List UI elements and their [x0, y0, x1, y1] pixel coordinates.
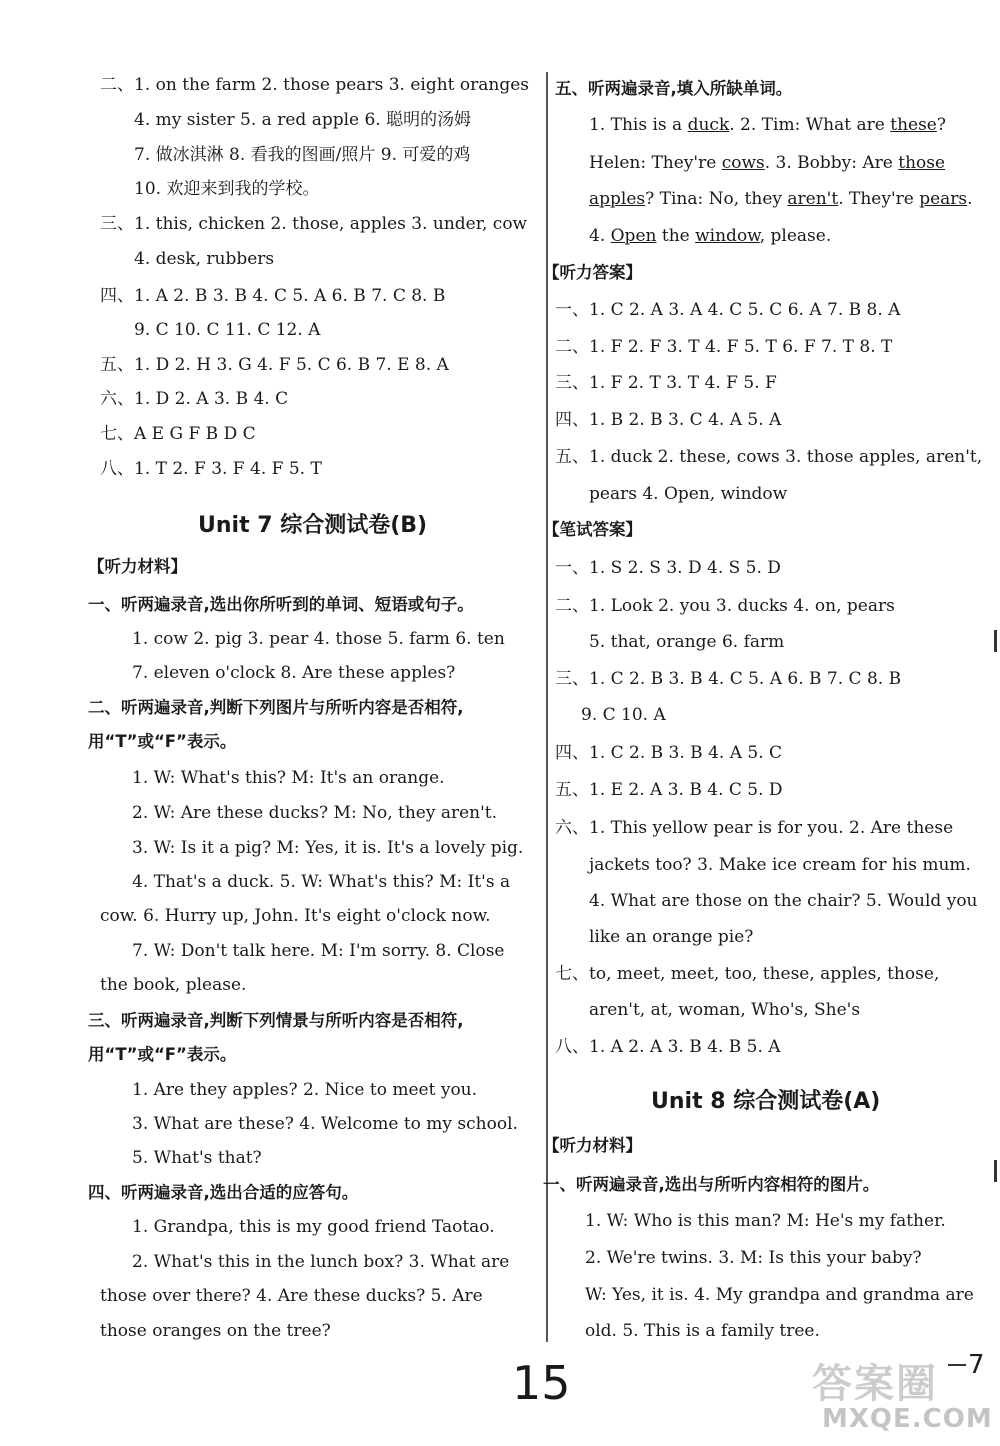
text-line: those oranges on the tree?: [100, 1321, 331, 1341]
answer-line: 七、A E G F B D C: [100, 424, 256, 444]
text: . They're: [838, 189, 920, 209]
answer-line: 5. that, orange 6. farm: [589, 632, 785, 652]
text-line: 2. We're twins. 3. M: Is this your baby?: [585, 1248, 922, 1268]
section-title: 二、听两遍录音,判断下列图片与所听内容是否相符,: [88, 698, 464, 717]
filled-word: these: [890, 115, 937, 135]
section-header: 【笔试答案】: [543, 520, 642, 539]
page-edge-mark: [994, 1160, 997, 1182]
answer-line: 二、1. Look 2. you 3. ducks 4. on, pears: [555, 596, 895, 616]
answer-line: 五、1. D 2. H 3. G 4. F 5. C 6. B 7. E 8. A: [100, 355, 449, 375]
answer-line: 七、to, meet, meet, too, these, apples, those,: [555, 964, 940, 984]
answer-line: 八、1. A 2. A 3. B 4. B 5. A: [555, 1037, 781, 1057]
answer-line: 六、1. D 2. A 3. B 4. C: [100, 389, 289, 409]
section-header: 【听力材料】: [543, 1136, 642, 1155]
unit8-title: Unit 8 综合测试卷(A): [651, 1089, 881, 1114]
watermark-logo: 答案圈: [812, 1361, 938, 1407]
text: . 3. Bobby: Are: [764, 153, 899, 173]
answer-line: 9. C 10. C 11. C 12. A: [134, 320, 321, 340]
answer-line: 10. 欢迎来到我的学校。: [134, 179, 320, 199]
answer-line: like an orange pie?: [589, 927, 754, 947]
answer-line: 三、1. F 2. T 3. T 4. F 5. F: [555, 373, 777, 393]
answer-line: pears 4. Open, window: [589, 484, 788, 504]
text-line: those over there? 4. Are these ducks? 5. Are: [100, 1286, 483, 1306]
text-line: 7. W: Don't talk here. M: I'm sorry. 8. Close: [132, 941, 505, 961]
answer-line: aren't, at, woman, Who's, She's: [589, 1000, 861, 1020]
text-line: 1. Are they apples? 2. Nice to meet you.: [132, 1080, 478, 1100]
text-line: 1. W: Who is this man? M: He's my father.: [585, 1211, 946, 1231]
section-title: 用“T”或“F”表示。: [88, 732, 237, 751]
section-title: 一、听两遍录音,选出与所听内容相符的图片。: [543, 1175, 880, 1194]
answer-line: 五、1. E 2. A 3. B 4. C 5. D: [555, 780, 783, 800]
answer-line: 四、1. C 2. B 3. B 4. A 5. C: [555, 743, 783, 763]
answer-line: 四、1. A 2. B 3. B 4. C 5. A 6. B 7. C 8. B: [100, 286, 446, 306]
answer-line: 4. my sister 5. a red apple 6. 聪明的汤姆: [134, 110, 472, 130]
filled-word: Open: [610, 226, 657, 246]
text-line: old. 5. This is a family tree.: [585, 1321, 820, 1341]
answer-line: 7. 做冰淇淋 8. 看我的图画/照片 9. 可爱的鸡: [134, 145, 471, 165]
answer-line: 一、1. S 2. S 3. D 4. S 5. D: [555, 558, 781, 578]
answer-line: 9. C 10. A: [581, 705, 666, 725]
text-line: 3. W: Is it a pig? M: Yes, it is. It's a lovely pig.: [132, 838, 524, 858]
text: ?: [936, 115, 946, 135]
text-line: the book, please.: [100, 975, 247, 995]
filled-word: pears: [919, 189, 968, 209]
watermark-url: MXQE.COM: [822, 1404, 993, 1434]
corner-number: 7: [968, 1350, 985, 1380]
section-header: 【听力材料】: [88, 557, 187, 576]
text: ? Tina: No, they: [645, 189, 788, 209]
text-line: 1. cow 2. pig 3. pear 4. those 5. farm 6. ten: [132, 629, 505, 649]
text-line: 5. What's that?: [132, 1148, 262, 1168]
page-number: 15: [512, 1356, 571, 1410]
answer-line: 二、1. on the farm 2. those pears 3. eight oranges: [100, 75, 529, 95]
text: . 2. Tim: What are: [729, 115, 891, 135]
answer-line: 八、1. T 2. F 3. F 4. F 5. T: [100, 459, 322, 479]
section-title: 一、听两遍录音,选出你所听到的单词、短语或句子。: [88, 595, 474, 614]
text: Helen: They're: [589, 153, 722, 173]
text-line: 2. What's this in the lunch box? 3. What are: [132, 1252, 510, 1272]
text: , please.: [759, 226, 832, 246]
filled-word: duck: [687, 115, 730, 135]
text-line: 2. W: Are these ducks? M: No, they aren't.: [132, 803, 498, 823]
section-title: 四、听两遍录音,选出合适的应答句。: [88, 1183, 359, 1202]
filled-word: apples: [589, 189, 646, 209]
answer-line: 四、1. B 2. B 3. C 4. A 5. A: [555, 410, 782, 430]
answer-line: 六、1. This yellow pear is for you. 2. Are these: [555, 818, 954, 838]
text: the: [656, 226, 696, 246]
answer-line: 一、1. C 2. A 3. A 4. C 5. C 6. A 7. B 8. A: [555, 300, 901, 320]
answer-line: jackets too? 3. Make ice cream for his mum.: [589, 855, 971, 875]
filled-word: those: [898, 153, 946, 173]
section-title: 三、听两遍录音,判断下列情景与所听内容是否相符,: [88, 1011, 464, 1030]
answer-line: 4. What are those on the chair? 5. Would you: [589, 891, 978, 911]
text-line: 1. W: What's this? M: It's an orange.: [132, 768, 445, 788]
fill-line: [589, 114, 946, 136]
fill-line: [589, 225, 831, 247]
page-edge-mark: [994, 630, 997, 652]
section-title: 五、听两遍录音,填入所缺单词。: [555, 79, 793, 98]
unit7-title: Unit 7 综合测试卷(B): [198, 513, 428, 538]
section-header: 【听力答案】: [543, 263, 642, 282]
corner-dash: [948, 1364, 966, 1366]
text: 1. This is a: [589, 115, 688, 135]
text: .: [967, 189, 973, 209]
text-line: 7. eleven o'clock 8. Are these apples?: [132, 663, 456, 683]
section-title: 用“T”或“F”表示。: [88, 1045, 237, 1064]
answer-line: 三、1. this, chicken 2. those, apples 3. under, cow: [100, 214, 528, 234]
text-line: cow. 6. Hurry up, John. It's eight o'clock now.: [100, 906, 491, 926]
answer-line: 五、1. duck 2. these, cows 3. those apples, aren't,: [555, 447, 983, 467]
answer-line: 三、1. C 2. B 3. B 4. C 5. A 6. B 7. C 8. B: [555, 669, 902, 689]
answer-line: 二、1. F 2. F 3. T 4. F 5. T 6. F 7. T 8. T: [555, 337, 893, 357]
answer-line: 4. desk, rubbers: [134, 249, 275, 269]
text-line: 3. What are these? 4. Welcome to my school.: [132, 1114, 518, 1134]
text-line: W: Yes, it is. 4. My grandpa and grandma are: [585, 1285, 974, 1305]
text: 4.: [589, 226, 611, 246]
fill-line: [589, 188, 973, 210]
filled-word: window: [695, 226, 760, 246]
fill-line: [589, 152, 945, 174]
text-line: 4. That's a duck. 5. W: What's this? M: It's a: [132, 872, 511, 892]
filled-word: aren't: [787, 189, 839, 209]
filled-word: cows: [721, 153, 765, 173]
text-line: 1. Grandpa, this is my good friend Taotao.: [132, 1217, 495, 1237]
